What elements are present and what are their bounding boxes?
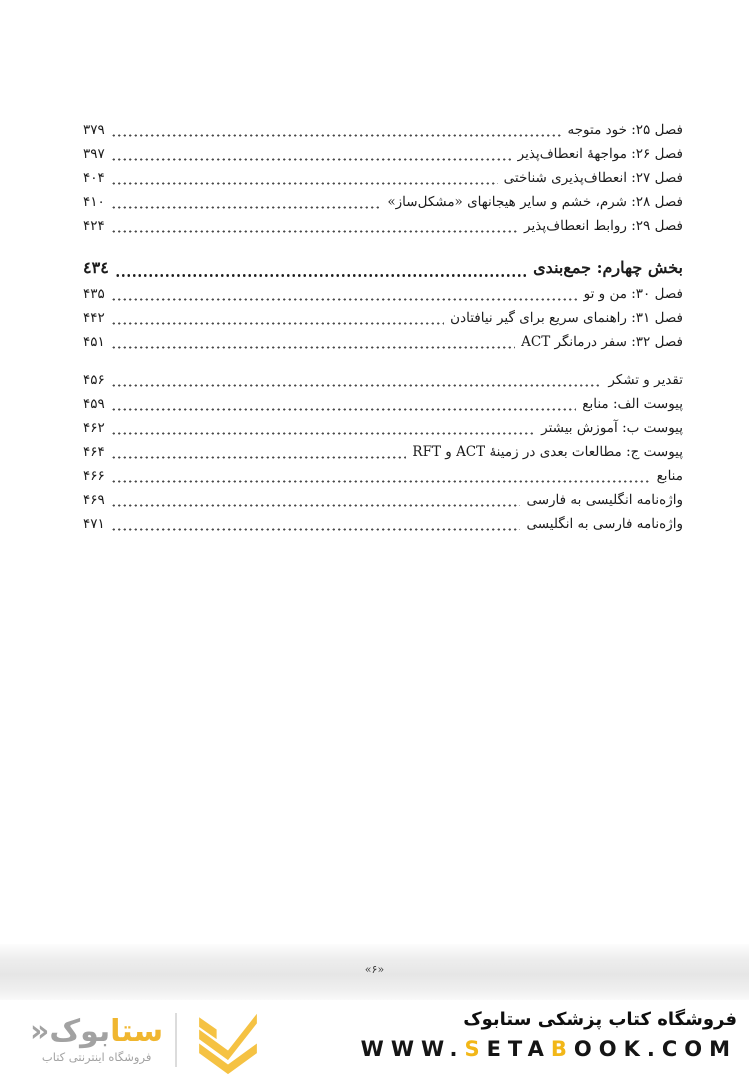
toc-entry[interactable] bbox=[83, 366, 683, 390]
toc-entry[interactable] bbox=[83, 164, 683, 188]
logo-subtitle: فروشگاه اینترنتی کتاب bbox=[41, 1050, 152, 1065]
logo-wordmark-block bbox=[30, 1013, 164, 1065]
store-title: فروشگاه کتاب پزشکی ستابوک bbox=[463, 1009, 737, 1030]
dot-leader bbox=[111, 295, 578, 304]
dot-leader bbox=[111, 131, 562, 140]
dot-leader bbox=[115, 270, 527, 280]
toc-entry-page: ۴۲۴ bbox=[83, 218, 105, 234]
dot-leader bbox=[111, 453, 407, 462]
dot-leader bbox=[111, 405, 577, 414]
toc-entry-page: ۴۱۰ bbox=[83, 194, 105, 210]
toc-entry-page: ۴۵۹ bbox=[83, 396, 105, 412]
website-url[interactable] bbox=[361, 1037, 737, 1061]
toc-group bbox=[83, 366, 683, 534]
toc-entry-title: فصل ۲۵: خود متوجه bbox=[567, 122, 683, 138]
toc-entry[interactable] bbox=[83, 462, 683, 486]
toc-entry[interactable] bbox=[83, 116, 683, 140]
toc-entry-title: بخش چهارم: جمع‌بندی bbox=[533, 258, 683, 277]
dot-leader bbox=[111, 155, 512, 164]
dot-leader bbox=[111, 381, 603, 390]
table-of-contents bbox=[83, 116, 683, 548]
dot-leader bbox=[111, 203, 382, 212]
toc-entry-page: ۴۵۶ bbox=[83, 372, 105, 388]
url-segment: OOK.COM bbox=[573, 1037, 737, 1062]
toc-entry-page: ۴۳۵ bbox=[83, 286, 105, 302]
toc-section-heading[interactable] bbox=[83, 250, 683, 280]
toc-entry[interactable] bbox=[83, 304, 683, 328]
toc-entry-title: پیوست ج: مطالعات بعدی در زمینهٔ ACT و RFT bbox=[412, 444, 683, 460]
toc-entry-page: ۴۶۹ bbox=[83, 492, 105, 508]
dot-leader bbox=[111, 343, 515, 352]
toc-entry-page: ۳۹۷ bbox=[83, 146, 105, 162]
store-info bbox=[361, 1007, 737, 1061]
toc-entry-page: ۴۴۲ bbox=[83, 310, 105, 326]
dot-leader bbox=[111, 319, 444, 328]
dot-leader bbox=[111, 501, 521, 510]
dot-leader bbox=[111, 227, 518, 236]
toc-entry-title: فصل ۳۱: راهنمای سریع برای گیر نیافتادن bbox=[450, 310, 683, 326]
toc-entry-page: ۴۵۱ bbox=[83, 334, 105, 350]
toc-entry[interactable] bbox=[83, 438, 683, 462]
toc-entry-page: ۴۰۴ bbox=[83, 170, 105, 186]
toc-entry[interactable] bbox=[83, 280, 683, 304]
toc-entry[interactable] bbox=[83, 486, 683, 510]
dot-leader bbox=[111, 477, 651, 486]
dot-leader bbox=[111, 179, 498, 188]
page-number: «۶» bbox=[364, 963, 385, 976]
toc-entry-page: ۳۷۹ bbox=[83, 122, 105, 138]
toc-entry-title: منابع bbox=[656, 468, 683, 484]
toc-group bbox=[83, 116, 683, 236]
toc-entry-page: ۴۶۲ bbox=[83, 420, 105, 436]
toc-entry-title: پیوست ب: آموزش بیشتر bbox=[541, 420, 683, 436]
dot-leader bbox=[111, 525, 521, 534]
toc-entry-page: ۴۶۴ bbox=[83, 444, 105, 460]
toc-entry-title: فصل ۲۷: انعطاف‌پذیری شناختی bbox=[503, 170, 683, 186]
url-segment: S bbox=[464, 1037, 487, 1062]
toc-entry-page: ۴۷۱ bbox=[83, 516, 105, 532]
toc-entry-title: فصل ۲۶: مواجهۀ انعطاف‌پذیر bbox=[517, 146, 683, 162]
dot-leader bbox=[111, 429, 535, 438]
toc-entry-title: فصل ۲۹: روابط انعطاف‌پذیر bbox=[524, 218, 683, 234]
toc-entry-title: تقدیر و تشکر bbox=[608, 372, 683, 388]
toc-entry[interactable] bbox=[83, 414, 683, 438]
toc-entry-title: فصل ۲۸: شرم، خشم و سایر هیجانهای «مشکل‌ساز» bbox=[387, 194, 683, 210]
toc-entry-title: فصل ۳۲: سفر درمانگر ACT bbox=[521, 334, 683, 350]
toc-entry-page: ۴۶۶ bbox=[83, 468, 105, 484]
logo-divider bbox=[175, 1013, 177, 1067]
url-segment: WWW. bbox=[360, 1037, 465, 1062]
toc-entry[interactable] bbox=[83, 212, 683, 236]
toc-entry[interactable] bbox=[83, 510, 683, 534]
url-segment: B bbox=[550, 1037, 574, 1062]
toc-entry[interactable] bbox=[83, 328, 683, 352]
toc-entry[interactable] bbox=[83, 390, 683, 414]
toc-entry[interactable] bbox=[83, 188, 683, 212]
toc-entry-title: پیوست الف: منابع bbox=[582, 396, 683, 412]
url-segment: ETA bbox=[486, 1037, 551, 1062]
toc-entry-page: ٤٣٤ bbox=[83, 258, 109, 277]
double-chevron-icon bbox=[189, 1005, 267, 1075]
logo-wordmark bbox=[30, 1013, 164, 1049]
toc-entry-title: واژه‌نامه انگلیسی به فارسی bbox=[526, 492, 683, 508]
logo-wordmark-gray: بوک« bbox=[30, 1013, 111, 1049]
logo-wordmark-yellow: ستا bbox=[110, 1013, 164, 1049]
setabook-logo[interactable] bbox=[30, 1005, 267, 1075]
footer-banner bbox=[0, 1000, 749, 1079]
toc-group bbox=[83, 250, 683, 352]
toc-entry-title: فصل ۳۰: من و تو bbox=[583, 286, 683, 302]
toc-entry[interactable] bbox=[83, 140, 683, 164]
toc-entry-title: واژه‌نامه فارسی به انگلیسی bbox=[526, 516, 683, 532]
